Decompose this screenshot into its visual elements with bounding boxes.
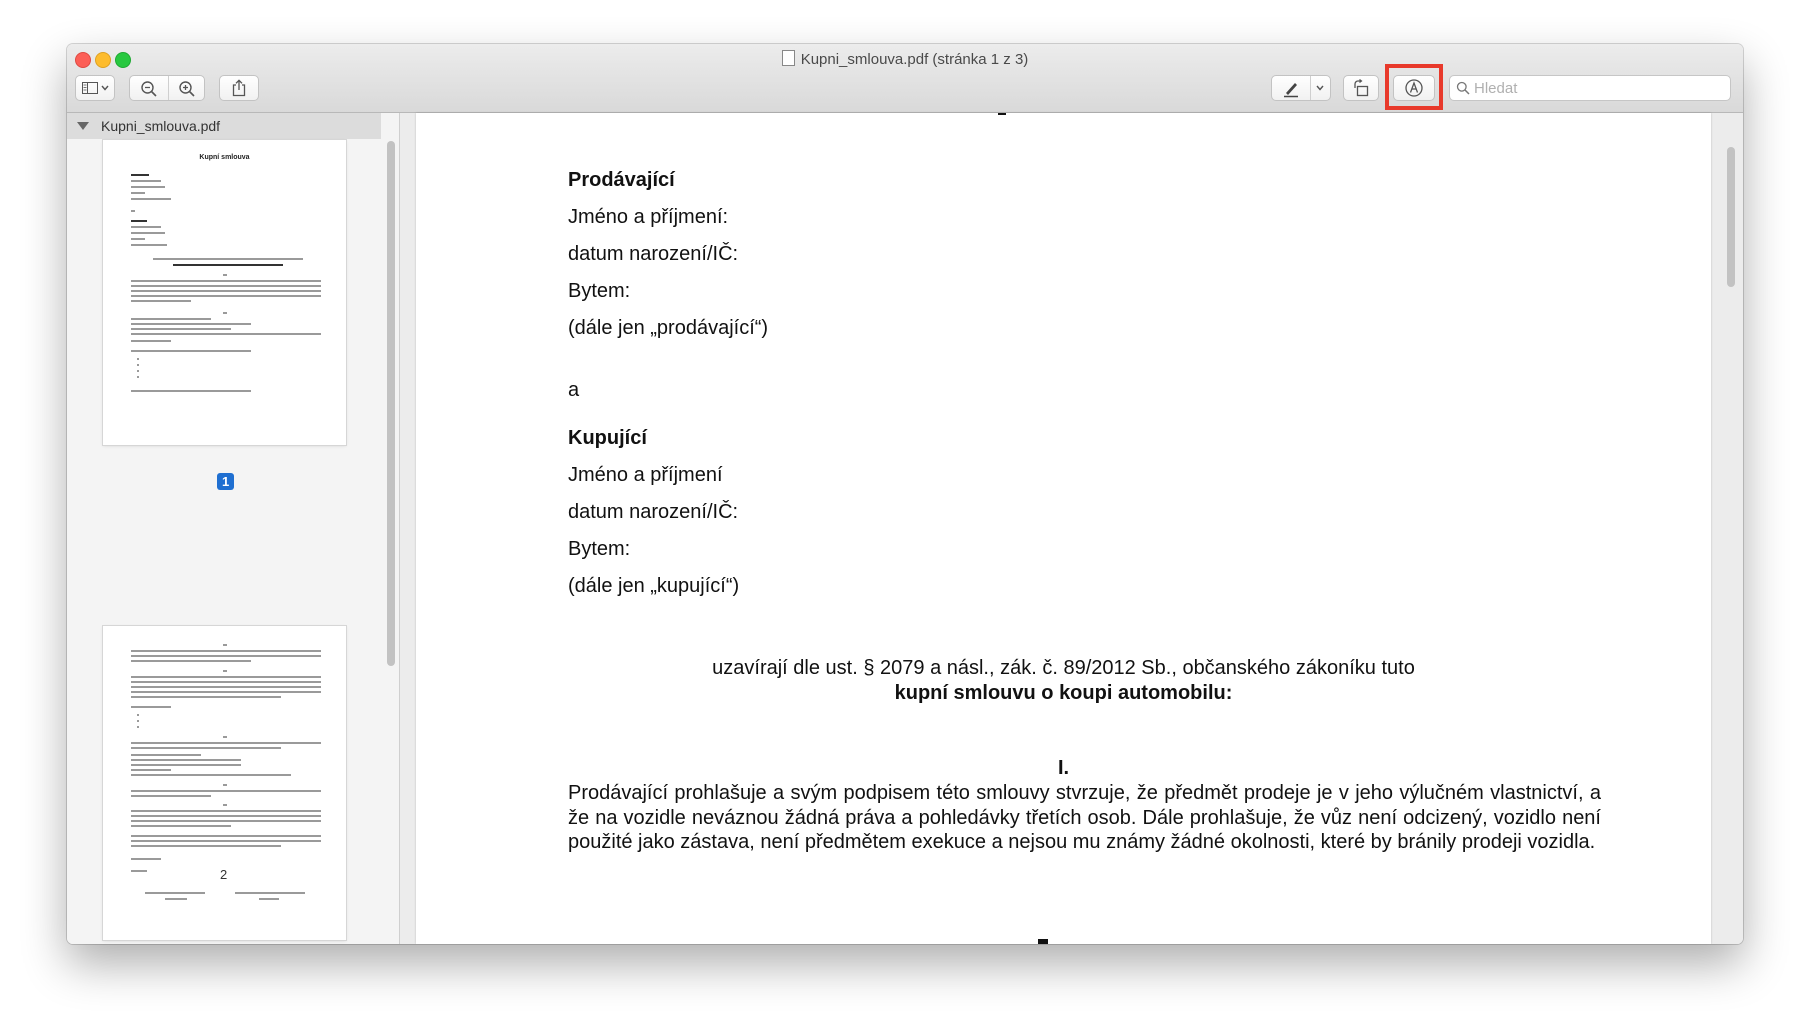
buyer-heading: Kupující bbox=[568, 427, 647, 449]
search-field[interactable] bbox=[1449, 75, 1731, 101]
preview-window bbox=[67, 44, 1743, 944]
document-scrollbar[interactable] bbox=[1727, 147, 1735, 287]
buyer-address-field: Bytem: bbox=[568, 538, 631, 560]
section-I-text: Prodávající prohlašuje a svým podpisem této smlouvy stvrzuje, že předmět prodeje je v jeho výlučném vlastnictví, a že na vozidle neváznou žádná práva a pohledávky třetích osob. Dále prohlašuje, že vůz není odcizený, vozidlo není použité jako zástava, není předmětem exekuce a nejsou mu známy žádné okolnosti, které by bránily prodeji vozidla. bbox=[568, 782, 1601, 853]
seller-name-field: Jméno a příjmení: bbox=[568, 206, 729, 228]
connector-text: a bbox=[568, 379, 580, 401]
clipped-title-glyph bbox=[998, 113, 1006, 115]
clipped-section-glyph bbox=[1038, 939, 1048, 944]
pdf-document-icon bbox=[782, 50, 795, 66]
thumbnail-sidebar bbox=[67, 113, 400, 944]
pdf-page bbox=[416, 113, 1711, 944]
thumbnail-title: Kupní smlouva bbox=[199, 154, 250, 161]
section-number-I: I. bbox=[1057, 757, 1070, 779]
buyer-name-field: Jméno a příjmení bbox=[568, 464, 723, 486]
rotate-button[interactable] bbox=[1343, 75, 1379, 101]
share-icon bbox=[232, 79, 246, 97]
seller-birthdate-field: datum narození/IČ: bbox=[568, 243, 739, 265]
page-number-2: 2 bbox=[220, 867, 228, 882]
buyer-birthdate-field: datum narození/IČ: bbox=[568, 501, 739, 523]
titlebar bbox=[67, 44, 1743, 113]
sidebar-scrollbar[interactable] bbox=[387, 141, 395, 666]
search-icon bbox=[1456, 81, 1470, 100]
page-number-1: 1 bbox=[217, 473, 234, 490]
contract-subject: kupní smlouvu o koupi automobilu: bbox=[894, 682, 1233, 704]
intro-line: uzavírají dle ust. § 2079 a násl., zák. č. 89/2012 Sb., občanského zákoníku tuto bbox=[712, 657, 1415, 679]
window-title-text: Kupni_smlouva.pdf (stránka 1 z 3) bbox=[800, 51, 1029, 68]
rotate-icon bbox=[1352, 79, 1370, 97]
zoom-in-icon[interactable] bbox=[178, 80, 196, 98]
sidebar-file-name: Kupni_smlouva.pdf bbox=[101, 118, 221, 134]
document-view[interactable] bbox=[400, 113, 1743, 944]
zoom-out-icon[interactable] bbox=[140, 80, 158, 98]
highlight-control bbox=[1271, 75, 1331, 101]
seller-alias: (dále jen „prodávající“) bbox=[568, 317, 769, 339]
sidebar-file-header[interactable] bbox=[67, 113, 381, 139]
markup-highlight-box bbox=[1385, 64, 1443, 110]
page-thumbnail-1[interactable] bbox=[103, 140, 346, 445]
buyer-alias: (dále jen „kupující“) bbox=[568, 575, 740, 597]
pen-icon[interactable] bbox=[1282, 80, 1300, 98]
seller-heading: Prodávající bbox=[568, 169, 675, 191]
window-title bbox=[67, 50, 1743, 68]
share-button[interactable] bbox=[219, 75, 259, 101]
zoom-control bbox=[129, 75, 205, 101]
disclosure-triangle-icon[interactable] bbox=[77, 122, 89, 130]
chevron-down-icon[interactable] bbox=[1316, 85, 1324, 91]
sidebar-toggle-button[interactable] bbox=[75, 75, 115, 101]
sidebar-icon bbox=[82, 82, 98, 94]
page-thumbnail-2[interactable] bbox=[103, 626, 346, 940]
seller-address-field: Bytem: bbox=[568, 280, 631, 302]
chevron-down-icon bbox=[101, 85, 109, 91]
search-input[interactable] bbox=[1474, 76, 1724, 100]
